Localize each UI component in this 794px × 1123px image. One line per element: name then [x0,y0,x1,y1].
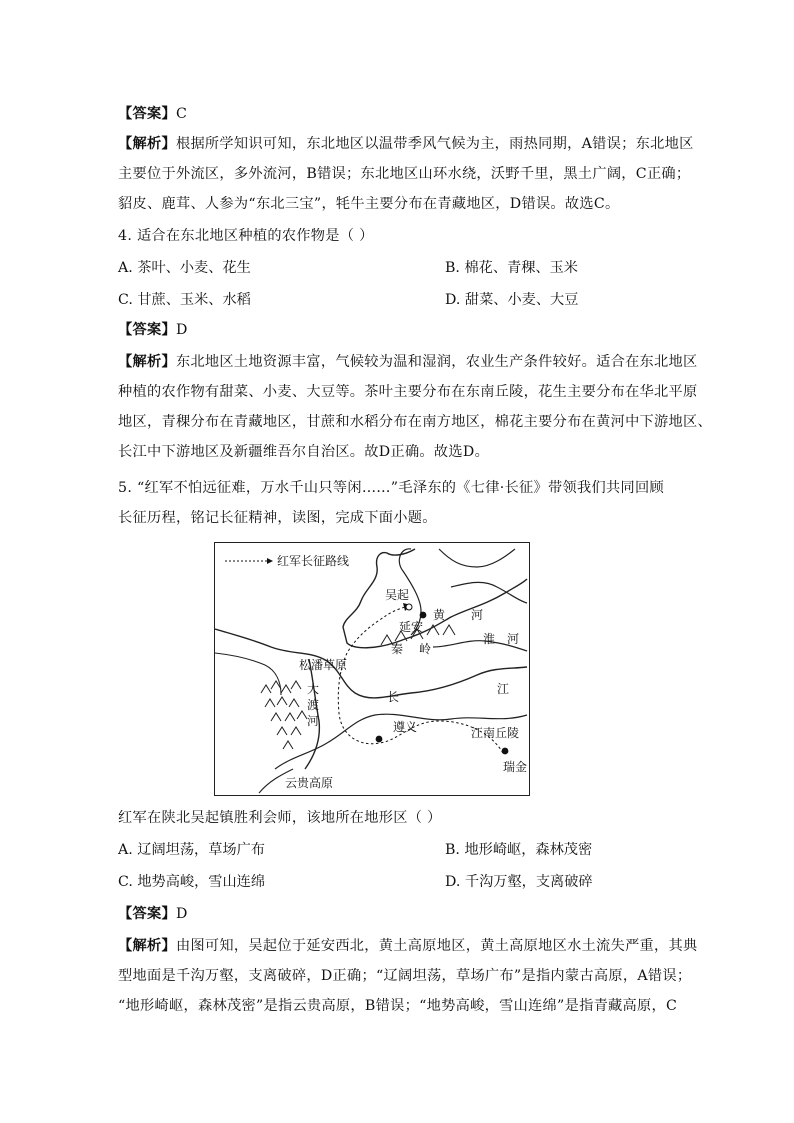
answer-value: D [175,906,188,922]
map-svg [215,543,529,795]
analysis-tag: 【解析】 [118,136,176,152]
q3-answer [118,104,187,124]
analysis-text: 东北地区土地资源丰富，气候较为温和湿润，农业生产条件较好。适合在东北地区 [175,354,698,370]
answer-value: C [175,106,188,122]
label-wuqi: 吴起 [385,588,410,602]
q5-option-b: B. 地形崎岖，森林茂密 [445,842,593,858]
q5-stem: 红军在陕北吴起镇胜利会师，该地所在地形区（ ） [118,810,442,826]
q5-answer [118,904,188,924]
label-yungui: 云贵高原 [285,776,334,790]
label-he1: 河 [471,608,484,622]
q5-option-a: A. 辽阔坦荡，草场广布 [118,842,265,858]
legend-arrow-icon [267,558,273,564]
answer-value: D [175,322,188,338]
q4-option-b: B. 棉花、青稞、玉米 [445,260,578,276]
q4-answer [118,320,188,340]
answer-tag: 【答案】 [118,106,176,122]
q4-analysis-line: 长江中下游地区及新疆维吾尔自治区。故D正确。故选D。 [118,444,490,460]
northern-boundary [439,549,515,567]
q5-analysis-line: 型地面是千沟万壑，支离破碎，D正确；“辽阔坦荡，草场广布”是指内蒙古高原，A错误； [118,968,692,984]
q4-option-a: A. 茶叶、小麦、花生 [118,260,251,276]
answer-tag: 【答案】 [118,906,176,922]
label-da: 大 [307,682,320,696]
q5-option-c: C. 地势高峻，雪山连绵 [118,874,266,890]
q3-analysis-line: 主要位于外流区，多外流河，B错误；东北地区山环水绕，沃野千里，黑土广阔，C正确； [118,166,691,182]
label-jiang: 江 [497,682,510,696]
yellow-river [343,549,527,648]
ruijin-marker [502,748,509,755]
snow-mountains-icon [261,681,307,749]
q4-stem: 4. 适合在东北地区种植的农作物是（ ） [118,228,374,244]
q4-analysis-line [118,352,698,372]
label-qin: 秦 [391,642,404,656]
label-zunyi: 遵义 [393,720,418,734]
q5-intro-line: 5. “红军不怕远征难，万水千山只等闲……”毛泽东的《七律·长征》带领我们共同回顾 [118,480,664,496]
label-songpan: 松潘草原 [299,658,348,672]
label-huai: 淮 [483,632,496,646]
analysis-tag: 【解析】 [118,938,176,954]
q4-analysis-line: 种植的农作物有甜菜、小麦、大豆等。茶叶主要分布在东南丘陵，花生主要分布在华北平原 [118,384,698,400]
label-du: 渡 [307,698,320,712]
q5-option-d: D. 千沟万壑，支离破碎 [445,874,593,890]
label-he2: 河 [507,632,520,646]
yanan-marker [420,612,427,619]
coast-line [451,582,527,603]
label-ling: 岭 [419,642,432,656]
zunyi-marker [376,736,383,743]
q4-option-c: C. 甘蔗、玉米、水稻 [118,292,251,308]
analysis-text: 由图可知，吴起位于延安西北，黄土高原地区，黄土高原地区水土流失严重，其典 [175,938,698,954]
label-jiangnan: 江南丘陵 [471,726,520,740]
label-chang: 长 [387,690,400,704]
q4-option-d: D. 甜菜、小麦、大豆 [445,292,579,308]
label-huang: 黄 [433,608,446,622]
legend-label: 红军长征路线 [277,554,350,568]
analysis-tag: 【解析】 [118,354,176,370]
q5-analysis-line: “地形崎岖，森林茂密”是指云贵高原，B错误；“地势高峻，雪山连绵”是指青藏高原，C [118,998,678,1014]
analysis-text: 根据所学知识可知，东北地区以温带季风气候为主，雨热同期，A错误；东北地区 [175,136,694,152]
q3-analysis-line [118,134,694,154]
q4-analysis-line: 地区，青稞分布在青藏地区，甘蔗和水稻分布在南方地区，棉花主要分布在黄河中下游地区、 [118,414,712,430]
long-march-map [214,542,530,796]
label-yanan: 延安 [399,620,424,634]
answer-tag: 【答案】 [118,322,176,338]
q3-analysis-line: 貂皮、鹿茸、人参为“东北三宝”，牦牛主要分布在青藏地区，D错误。故选C。 [118,196,620,212]
q5-intro-line: 长征历程，铭记长征精神，读图，完成下面小题。 [118,510,437,526]
label-he3: 河 [307,714,320,728]
wuqi-marker [406,604,412,610]
label-ruijin: 瑞金 [503,760,528,774]
q5-analysis-line [118,936,698,956]
